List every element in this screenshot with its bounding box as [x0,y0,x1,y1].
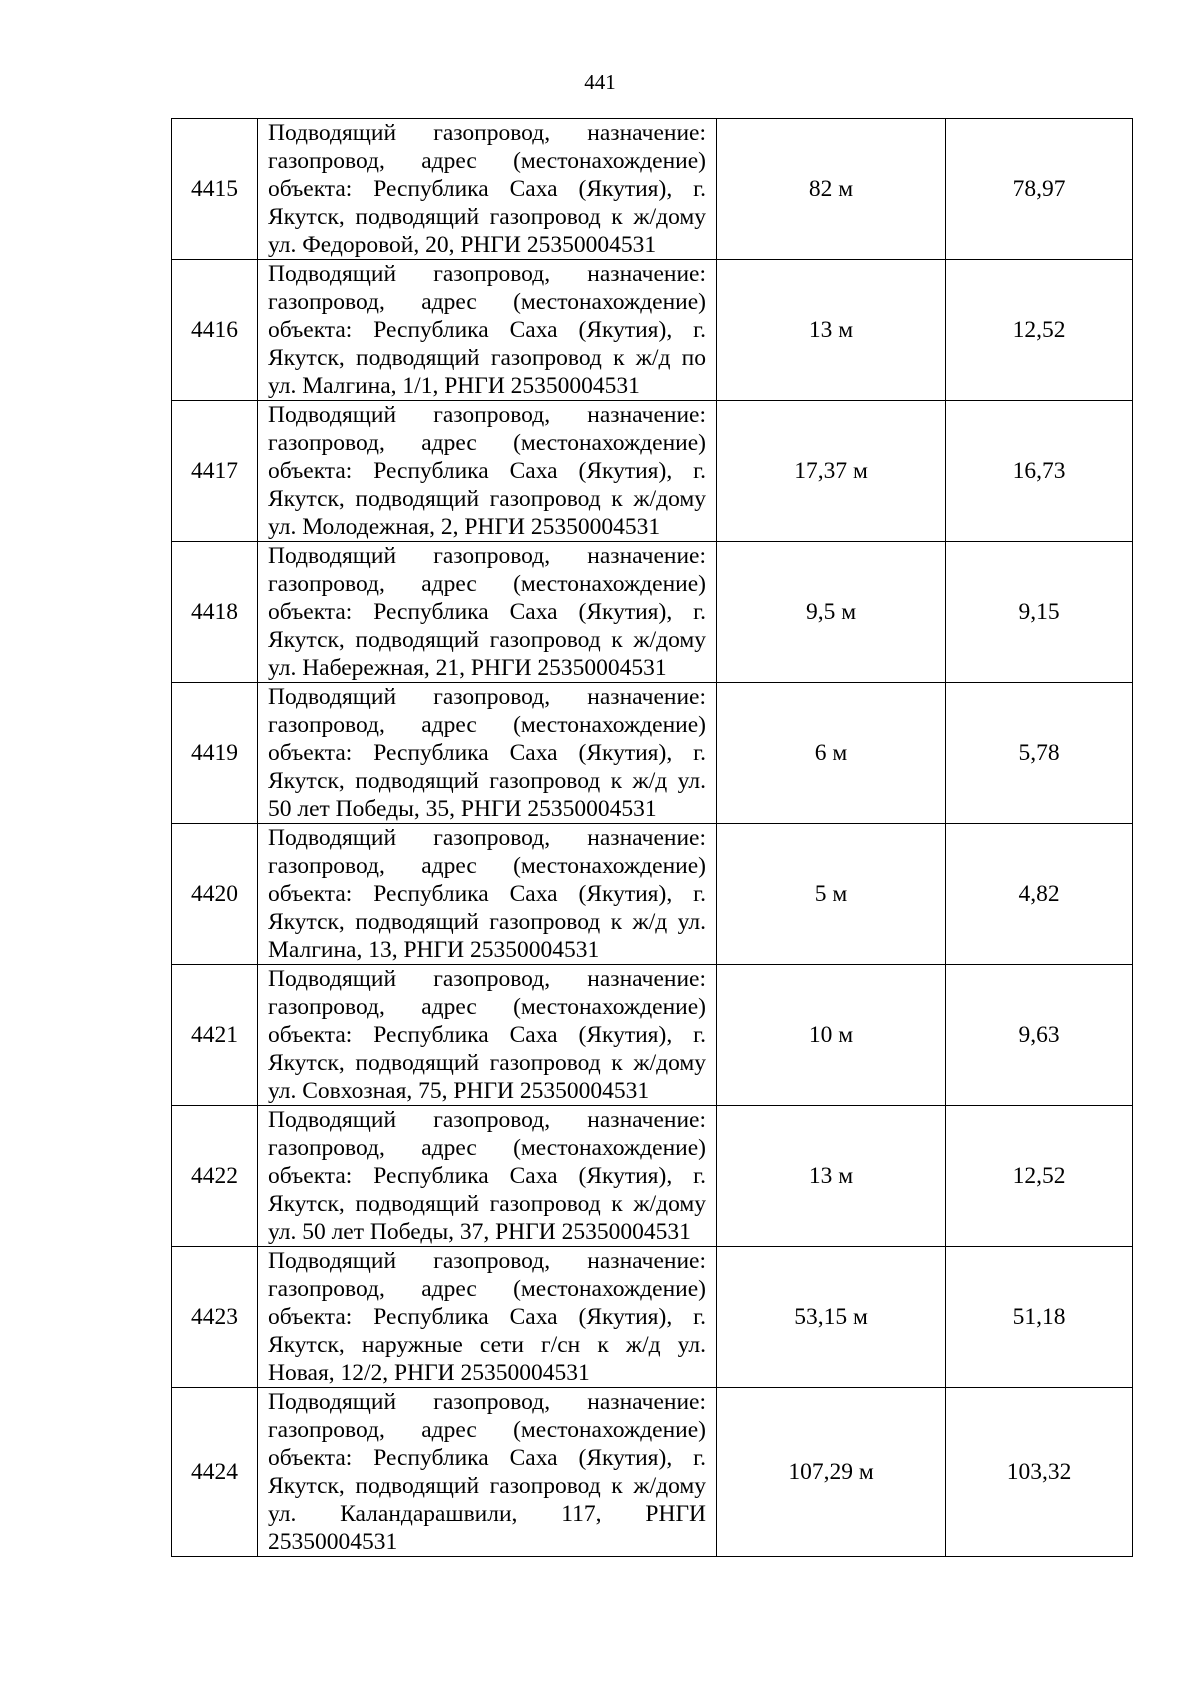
value-cell: 103,32 [946,1388,1133,1557]
value-cell: 51,18 [946,1247,1133,1388]
object-description-cell: Подводящий газопровод, назначение: газопровод, адрес (местонахождение) объекта: Республика Саха (Якутия), г. Якутск, подводящий газопровод к ж/д по ул. Малгина, 1/1, РНГИ 25350004531 [258,260,717,401]
table-row [172,683,1133,824]
length-cell: 9,5 м [717,542,946,683]
length-cell: 17,37 м [717,401,946,542]
object-description-cell: Подводящий газопровод, назначение: газопровод, адрес (местонахождение) объекта: Республика Саха (Якутия), г. Якутск, наружные сети г/сн к ж/д ул. Новая, 12/2, РНГИ 25350004531 [258,1247,717,1388]
row-number-cell: 4419 [172,683,258,824]
table-row [172,965,1133,1106]
row-number-cell: 4420 [172,824,258,965]
registry-table-body [172,119,1133,1557]
object-description-cell: Подводящий газопровод, назначение: газопровод, адрес (местонахождение) объекта: Республика Саха (Якутия), г. Якутск, подводящий газопровод к ж/д ул. 50 лет Победы, 35, РНГИ 25350004531 [258,683,717,824]
row-number-cell: 4418 [172,542,258,683]
row-number-cell: 4417 [172,401,258,542]
length-cell: 13 м [717,260,946,401]
registry-table [171,118,1133,1557]
value-cell: 12,52 [946,1106,1133,1247]
table-row [172,824,1133,965]
row-number-cell: 4416 [172,260,258,401]
value-cell: 9,15 [946,542,1133,683]
length-cell: 82 м [717,119,946,260]
row-number-cell: 4422 [172,1106,258,1247]
value-cell: 12,52 [946,260,1133,401]
object-description-cell: Подводящий газопровод, назначение: газопровод, адрес (местонахождение) объекта: Республика Саха (Якутия), г. Якутск, подводящий газопровод к ж/дому ул. Совхозная, 75, РНГИ 25350004531 [258,965,717,1106]
length-cell: 53,15 м [717,1247,946,1388]
value-cell: 4,82 [946,824,1133,965]
row-number-cell: 4415 [172,119,258,260]
length-cell: 5 м [717,824,946,965]
length-cell: 6 м [717,683,946,824]
value-cell: 5,78 [946,683,1133,824]
row-number-cell: 4424 [172,1388,258,1557]
table-row [172,1388,1133,1557]
table-row [172,542,1133,683]
object-description-cell: Подводящий газопровод, назначение: газопровод, адрес (местонахождение) объекта: Республика Саха (Якутия), г. Якутск, подводящий газопровод к ж/дому ул. Каландарашвили, 117, РНГИ 25350004531 [258,1388,717,1557]
table-row [172,1106,1133,1247]
row-number-cell: 4423 [172,1247,258,1388]
length-cell: 13 м [717,1106,946,1247]
table-row [172,260,1133,401]
value-cell: 16,73 [946,401,1133,542]
object-description-cell: Подводящий газопровод, назначение: газопровод, адрес (местонахождение) объекта: Республика Саха (Якутия), г. Якутск, подводящий газопровод к ж/дому ул. 50 лет Победы, 37, РНГИ 25350004531 [258,1106,717,1247]
object-description-cell: Подводящий газопровод, назначение: газопровод, адрес (местонахождение) объекта: Республика Саха (Якутия), г. Якутск, подводящий газопровод к ж/дому ул. Федоровой, 20, РНГИ 25350004531 [258,119,717,260]
value-cell: 78,97 [946,119,1133,260]
object-description-cell: Подводящий газопровод, назначение: газопровод, адрес (местонахождение) объекта: Республика Саха (Якутия), г. Якутск, подводящий газопровод к ж/д ул. Малгина, 13, РНГИ 25350004531 [258,824,717,965]
table-row [172,401,1133,542]
length-cell: 10 м [717,965,946,1106]
value-cell: 9,63 [946,965,1133,1106]
object-description-cell: Подводящий газопровод, назначение: газопровод, адрес (местонахождение) объекта: Республика Саха (Якутия), г. Якутск, подводящий газопровод к ж/дому ул. Набережная, 21, РНГИ 25350004531 [258,542,717,683]
page-number: 441 [584,70,616,94]
table-row [172,119,1133,260]
length-cell: 107,29 м [717,1388,946,1557]
object-description-cell: Подводящий газопровод, назначение: газопровод, адрес (местонахождение) объекта: Республика Саха (Якутия), г. Якутск, подводящий газопровод к ж/дому ул. Молодежная, 2, РНГИ 25350004531 [258,401,717,542]
row-number-cell: 4421 [172,965,258,1106]
table-row [172,1247,1133,1388]
